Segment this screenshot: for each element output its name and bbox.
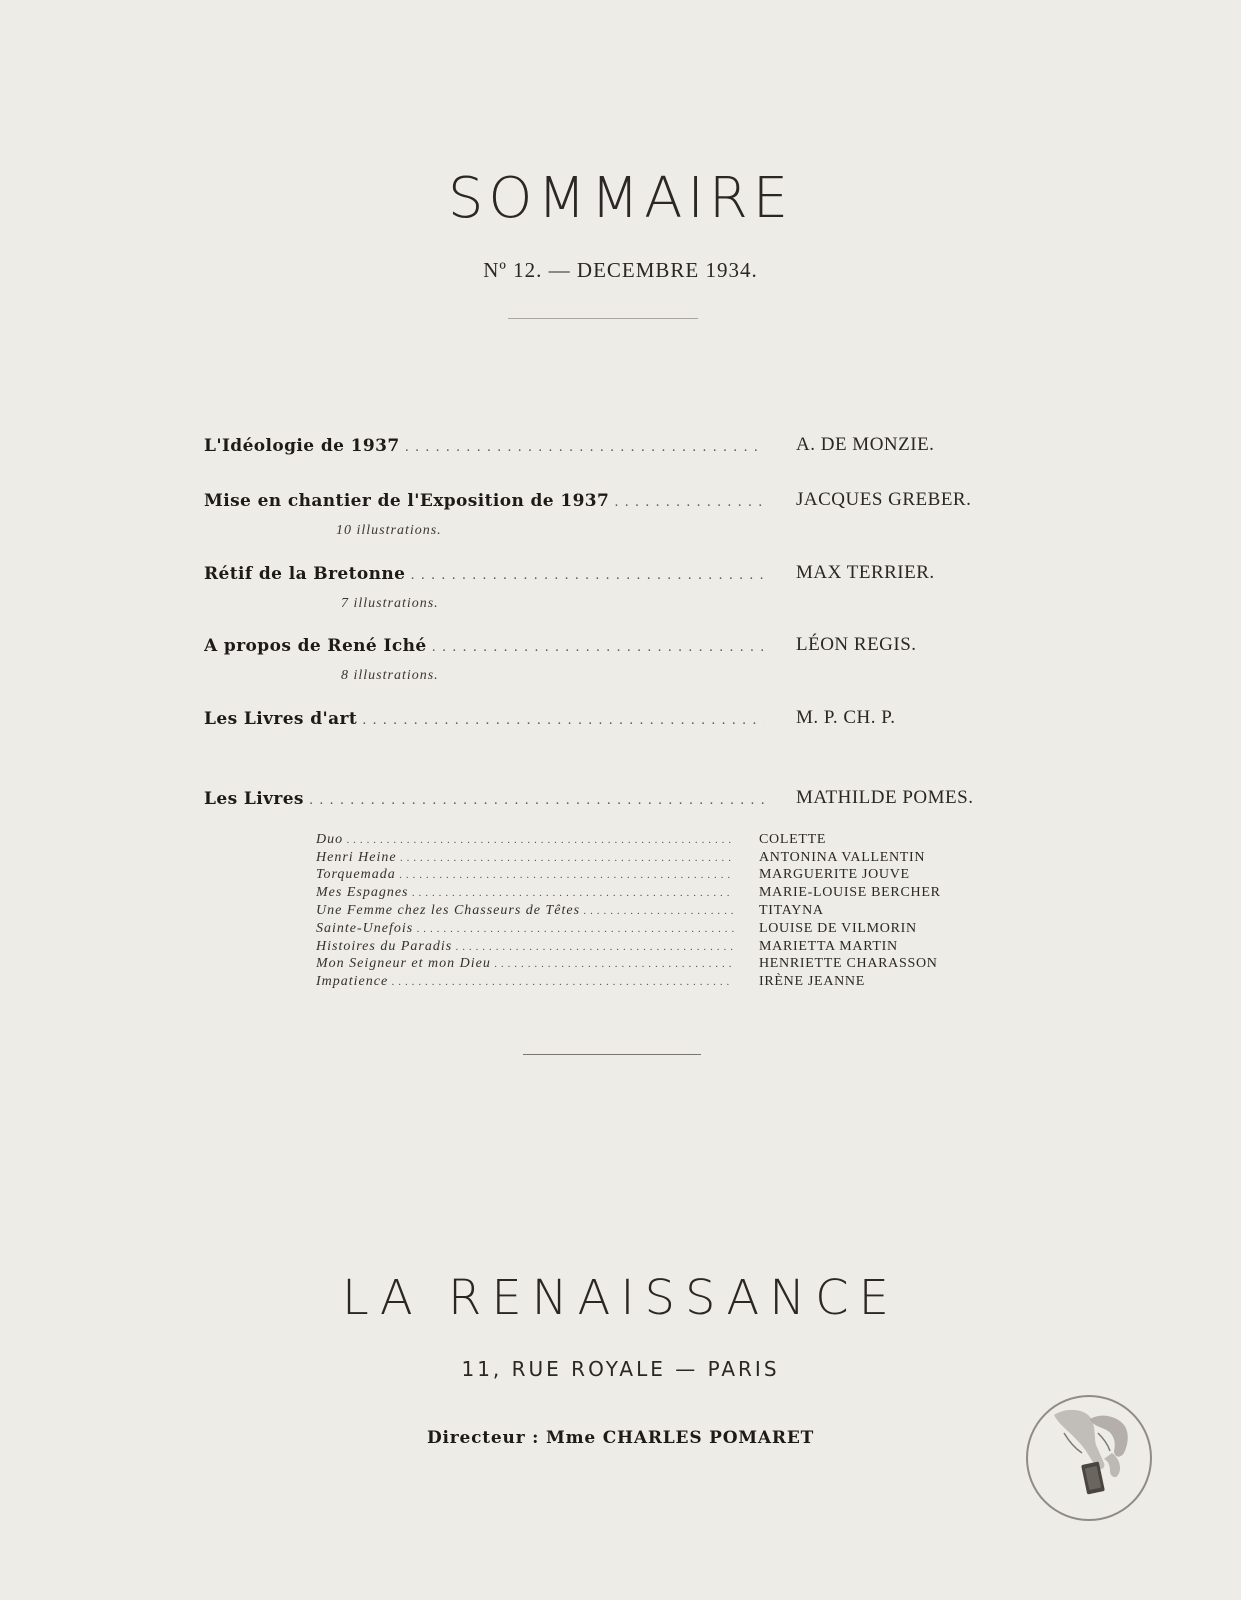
book-item (316, 850, 956, 867)
book-item (316, 939, 956, 956)
toc-entry (204, 709, 989, 739)
entry-note: 7 illustrations. (341, 596, 439, 611)
book-title: Impatience . . . (316, 974, 734, 990)
entry-title: Rétif de la Bretonne . . . (204, 564, 764, 584)
book-title: Henri Heine . . . (316, 850, 734, 866)
book-item (316, 867, 956, 884)
book-title: Mes Espagnes . . . (316, 885, 734, 901)
book-title: Duo . . . (316, 832, 734, 848)
director-line: Directeur : Mme CHARLES POMARET (426, 1428, 815, 1448)
book-title: Sainte-Unefois . . . (316, 921, 734, 937)
book-item (316, 921, 956, 938)
page-title: SOMMAIRE (447, 166, 794, 231)
book-author: IRÈNE JEANNE (759, 974, 865, 989)
toc-entry (204, 564, 989, 594)
entry-author: A. DE MONZIE. (796, 434, 935, 455)
issue-line: Nº 12. — DECEMBRE 1934. (483, 258, 758, 282)
entry-title: Mise en chantier de l'Exposition de 1937 . . . (204, 491, 764, 511)
library-seal-icon (1024, 1393, 1154, 1523)
publisher-name: LA RENAISSANCE (342, 1270, 899, 1326)
book-title: Mon Seigneur et mon Dieu . . . (316, 956, 734, 972)
toc-entry (204, 789, 989, 819)
entry-title: L'Idéologie de 1937 . . . (204, 436, 764, 456)
book-author: MARGUERITE JOUVE (759, 867, 910, 882)
book-author: TITAYNA (759, 903, 824, 918)
entry-author: MATHILDE POMES. (796, 787, 974, 808)
publisher-address: 11, RUE ROYALE — PARIS (461, 1357, 780, 1381)
toc-entry (204, 436, 989, 466)
book-title: Torquemada . . . (316, 867, 734, 883)
book-title: Une Femme chez les Chasseurs de Têtes . . . (316, 903, 734, 919)
book-author: HENRIETTE CHARASSON (759, 956, 938, 971)
entry-note: 10 illustrations. (336, 523, 442, 538)
toc-entry (204, 491, 989, 521)
toc-entry (204, 636, 989, 666)
book-title: Histoires du Paradis . . . (316, 939, 734, 955)
entry-author: LÉON REGIS. (796, 634, 917, 655)
book-item (316, 903, 956, 920)
entry-author: MAX TERRIER. (796, 562, 935, 583)
book-item (316, 832, 956, 849)
book-author: ANTONINA VALLENTIN (759, 850, 926, 865)
book-author: LOUISE DE VILMORIN (759, 921, 917, 936)
book-item (316, 974, 956, 991)
book-author: MARIETTA MARTIN (759, 939, 898, 954)
book-author: MARIE-LOUISE BERCHER (759, 885, 941, 900)
divider (508, 318, 698, 319)
entry-title: Les Livres d'art . . . (204, 709, 764, 729)
entry-author: JACQUES GREBER. (796, 489, 972, 510)
book-item (316, 885, 956, 902)
entry-title: A propos de René Iché . . . (204, 636, 764, 656)
entry-author: M. P. CH. P. (796, 707, 896, 728)
entry-title: Les Livres . . . (204, 789, 764, 809)
entry-note: 8 illustrations. (341, 668, 439, 683)
book-item (316, 956, 956, 973)
book-author: COLETTE (759, 832, 827, 847)
divider (523, 1054, 701, 1055)
